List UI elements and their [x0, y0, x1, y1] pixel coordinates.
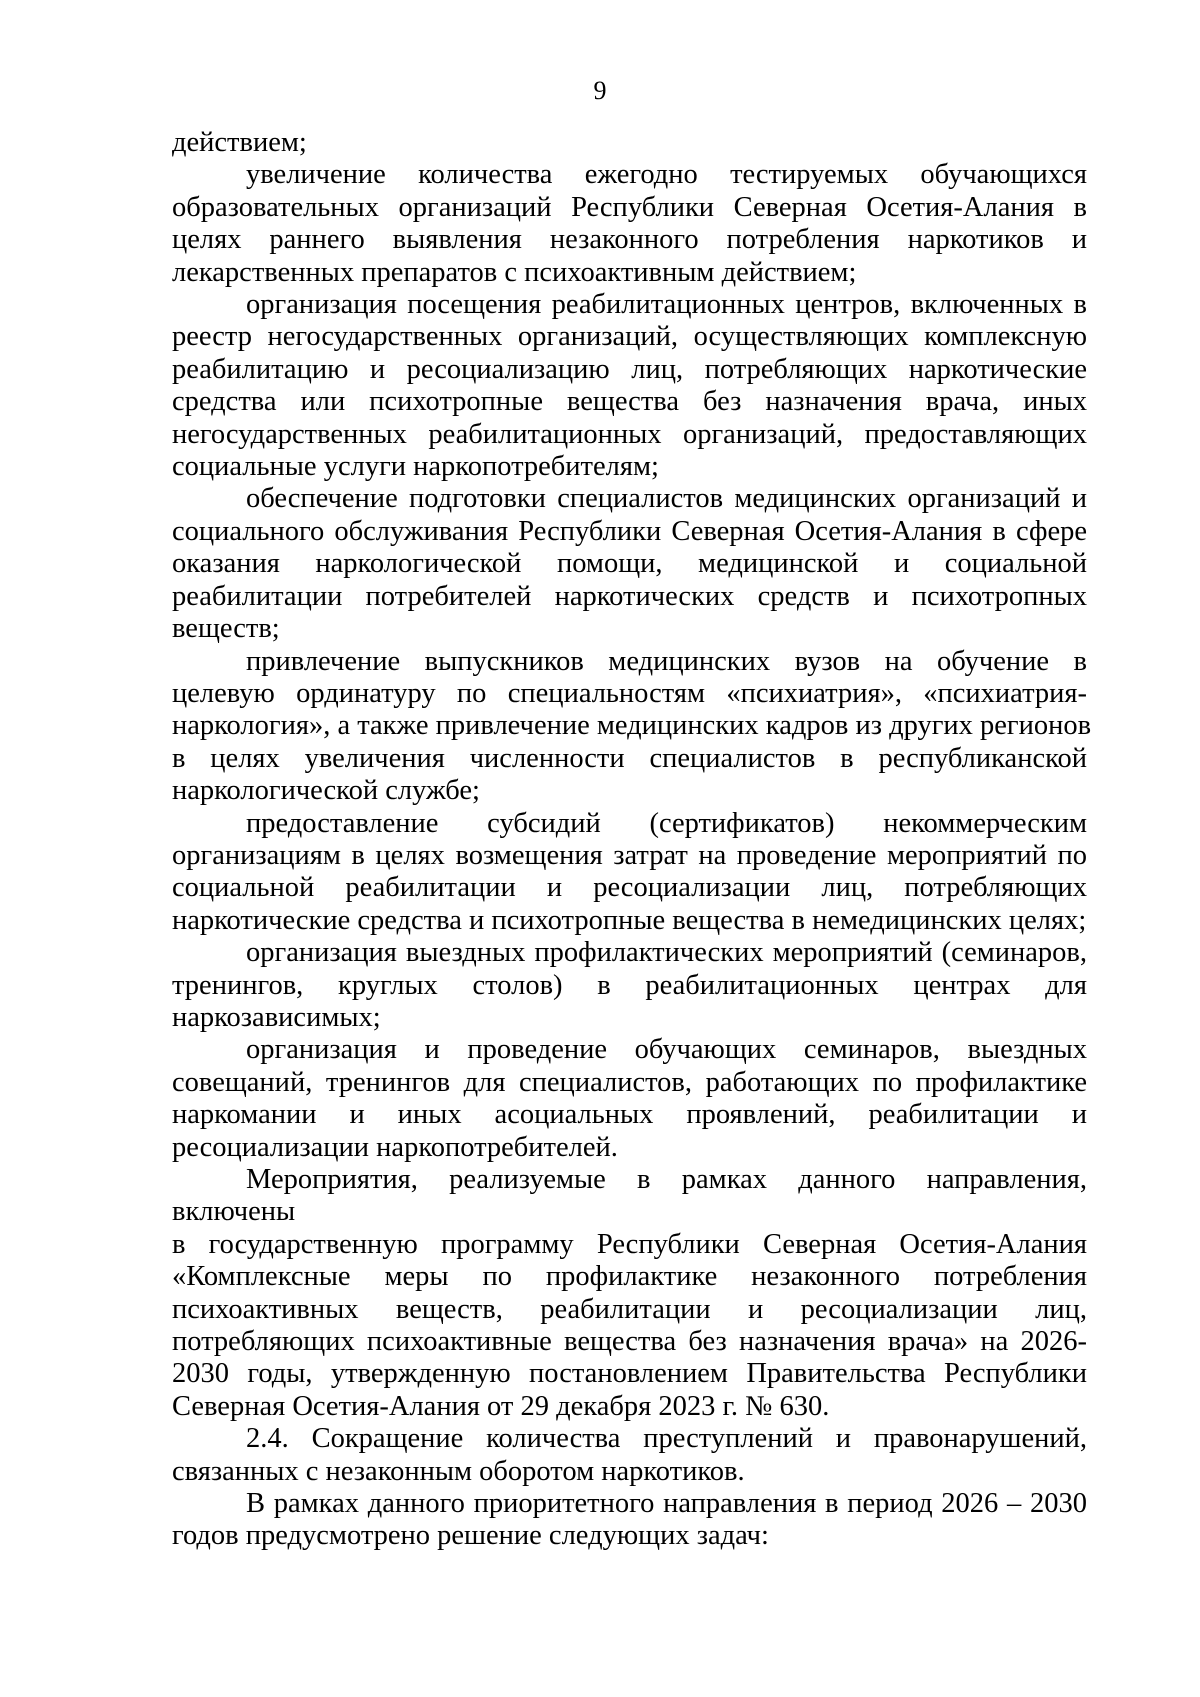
text-line: предоставление субсидий (сертификатов) некоммерческим: [246, 807, 1087, 839]
text-line: наркотические средства и психотропные вещества в немедицинских целях;: [172, 904, 1087, 936]
paragraph: [172, 127, 1087, 159]
text-line: обеспечение подготовки специалистов медицинских организаций и: [246, 483, 1087, 515]
paragraph: [172, 289, 1087, 483]
text-line: наркозависимых;: [172, 1001, 381, 1033]
paragraph: [172, 483, 1087, 645]
paragraph: [172, 159, 1087, 289]
paragraph: [172, 1488, 1087, 1553]
paragraph: [172, 937, 1087, 1034]
paragraph: [172, 1229, 1087, 1423]
text-line: целях раннего выявления незаконного потребления наркотиков и: [172, 224, 1087, 256]
paragraph: [172, 645, 1092, 808]
text-line: психоактивных веществ, реабилитации и ресоциализации лиц,: [172, 1293, 1087, 1325]
text-line: организациям в целях возмещения затрат на проведение мероприятий по: [172, 839, 1087, 871]
text-line: лекарственных препаратов с психоактивным действием;: [172, 256, 857, 288]
text-line: тренингов, круглых столов) в реабилитационных центрах для: [172, 969, 1087, 1001]
page-number: 9: [593, 76, 607, 105]
text-line: средства или психотропные вещества без назначения врача, иных: [172, 386, 1087, 418]
text-line: включены: [172, 1196, 296, 1228]
paragraph: [172, 1423, 1087, 1488]
paragraph: [172, 1034, 1087, 1164]
text-line: организация посещения реабилитационных центров, включенных в: [246, 289, 1087, 321]
text-line: социальной реабилитации и ресоциализации лиц, потребляющих: [172, 872, 1087, 904]
text-line: наркология», а также привлечение медицинских кадров из других регионов: [172, 710, 1092, 742]
text-line: реабилитации потребителей наркотических средств и психотропных: [172, 580, 1087, 612]
text-line: наркологической службе;: [172, 775, 480, 807]
text-line: социальные услуги наркопотребителям;: [172, 451, 659, 483]
text-line: 2030 годы, утвержденную постановлением Правительства Республики: [172, 1358, 1087, 1390]
text-line: оказания наркологической помощи, медицинской и социальной: [172, 548, 1087, 580]
document-body: [172, 127, 1092, 1553]
text-line: связанных с незаконным оборотом наркотиков.: [172, 1455, 745, 1487]
text-line: ресоциализации наркопотребителей.: [172, 1131, 618, 1163]
text-line: социального обслуживания Республики Северная Осетия-Алания в сфере: [172, 515, 1087, 547]
text-line: в государственную программу Республики Северная Осетия-Алания: [172, 1228, 1087, 1260]
text-line: негосударственных реабилитационных организаций, предоставляющих: [172, 418, 1087, 450]
paragraph: [172, 808, 1087, 938]
text-line: образовательных организаций Республики Северная Осетия-Алания в: [172, 191, 1087, 223]
text-line: веществ;: [172, 613, 280, 645]
text-line: привлечение выпускников медицинских вузов на обучение в: [246, 645, 1087, 677]
text-line: организация и проведение обучающих семинаров, выездных: [246, 1034, 1087, 1066]
text-line: совещаний, тренингов для специалистов, работающих по профилактике: [172, 1066, 1087, 1098]
text-line: увеличение количества ежегодно тестируемых обучающихся: [246, 159, 1087, 191]
text-line: Мероприятия, реализуемые в рамках данного направления,: [246, 1164, 1087, 1195]
text-line: реестр негосударственных организаций, осуществляющих комплексную: [172, 321, 1087, 353]
text-line: потребляющих психоактивные вещества без назначения врача» на 2026-: [172, 1326, 1087, 1358]
text-line: действием;: [172, 127, 307, 158]
text-line: «Комплексные меры по профилактике незаконного потребления: [172, 1261, 1087, 1293]
paragraph: [172, 1164, 1087, 1229]
text-line: целевую ординатуру по специальностям «психиатрия», «психиатрия-: [172, 677, 1087, 709]
text-line: наркомании и иных асоциальных проявлений, реабилитации и: [172, 1099, 1087, 1131]
text-line: организация выездных профилактических мероприятий (семинаров,: [246, 937, 1087, 969]
text-line: В рамках данного приоритетного направления в период 2026 – 2030: [246, 1488, 1087, 1520]
text-line: реабилитацию и ресоциализацию лиц, потребляющих наркотические: [172, 353, 1087, 385]
text-line: Северная Осетия-Алания от 29 декабря 2023 г. № 630.: [172, 1390, 830, 1422]
text-line: годов предусмотрено решение следующих задач:: [172, 1520, 769, 1552]
text-line: в целях увеличения численности специалистов в республиканской: [172, 742, 1087, 774]
text-line: 2.4. Сокращение количества преступлений и правонарушений,: [246, 1423, 1087, 1455]
